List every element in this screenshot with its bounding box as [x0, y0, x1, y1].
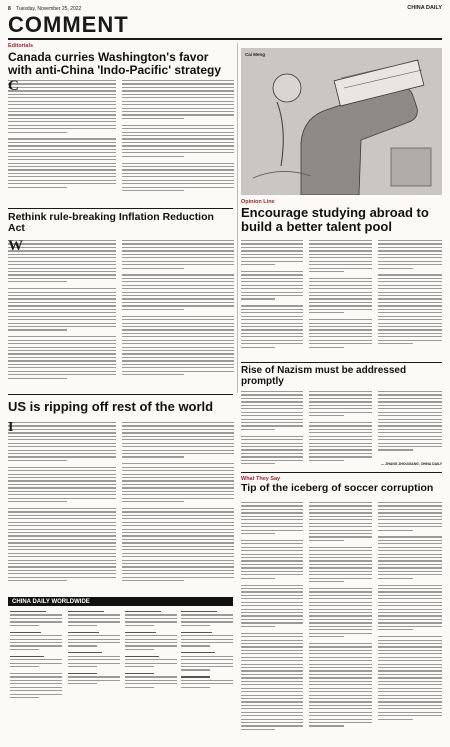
rethink-body-col-1 — [8, 240, 116, 388]
subsidies-headline: US is ripping off rest of the world — [8, 399, 214, 414]
worldwide-info-col-2 — [68, 611, 120, 737]
worldwide-info-col-4 — [181, 611, 233, 737]
worldwide-bar: CHINA DAILY WORLDWIDE — [8, 597, 233, 606]
dropcap: W — [8, 240, 23, 254]
editorial-headline: Canada curries Washington's favor with anti-China 'Indo-Pacific' strategy — [8, 50, 222, 77]
cartoon-credit: Cai Meng — [245, 52, 266, 57]
editorial-body-col-1 — [8, 80, 116, 200]
worldwide-info-col-1 — [10, 611, 62, 737]
what-they-say-body-col-3 — [378, 502, 442, 738]
brand-name: CHINA DAILY — [407, 5, 442, 11]
page-number: 8 — [8, 6, 11, 12]
editorial-cartoon — [241, 48, 442, 195]
dropcap: I — [8, 422, 14, 435]
section-title: COMMENT — [8, 12, 129, 37]
masthead-rule — [8, 38, 442, 40]
nazism-body-col-3 — [378, 391, 442, 459]
subsidies-body-col-1 — [8, 422, 116, 592]
section-rule — [241, 472, 442, 473]
nazism-body-col-1 — [241, 391, 303, 467]
dropcap: C — [8, 80, 19, 94]
editorial-body-col-2 — [122, 80, 234, 200]
opinion-body-col-3 — [378, 240, 442, 358]
cartoon-drawing — [241, 48, 442, 195]
nazism-headline: Rise of Nazism must be addressed promptly — [241, 365, 407, 387]
section-rule — [8, 208, 233, 209]
worldwide-info-col-3 — [125, 611, 177, 737]
what-they-say-headline: Tip of the iceberg of soccer corruption — [241, 482, 434, 494]
editorial-kicker: Editorials — [8, 43, 34, 49]
rethink-headline: Rethink rule-breaking Inflation Reduction Act — [8, 211, 214, 235]
what-they-say-kicker: What They Say — [241, 476, 281, 482]
subsidies-body-col-2 — [122, 422, 234, 592]
opinion-headline: Encourage studying abroad to build a better talent pool — [241, 205, 429, 235]
nazism-byline: — ZHANG ZHOUXIANG, CHINA DAILY — [381, 462, 442, 466]
worldwide-panel — [8, 597, 233, 740]
opinion-body-col-1 — [241, 240, 303, 358]
nazism-body-col-2 — [309, 391, 372, 467]
opinion-body-col-2 — [309, 240, 372, 358]
rethink-body-col-2 — [122, 240, 234, 388]
what-they-say-body-col-2 — [309, 502, 372, 738]
opinion-kicker: Opinion Line — [241, 199, 275, 205]
column-divider — [237, 43, 238, 393]
section-rule — [241, 362, 442, 363]
issue-date: Tuesday, November 25, 2022 — [16, 6, 82, 12]
what-they-say-body-col-1 — [241, 502, 303, 738]
section-rule — [8, 394, 233, 395]
